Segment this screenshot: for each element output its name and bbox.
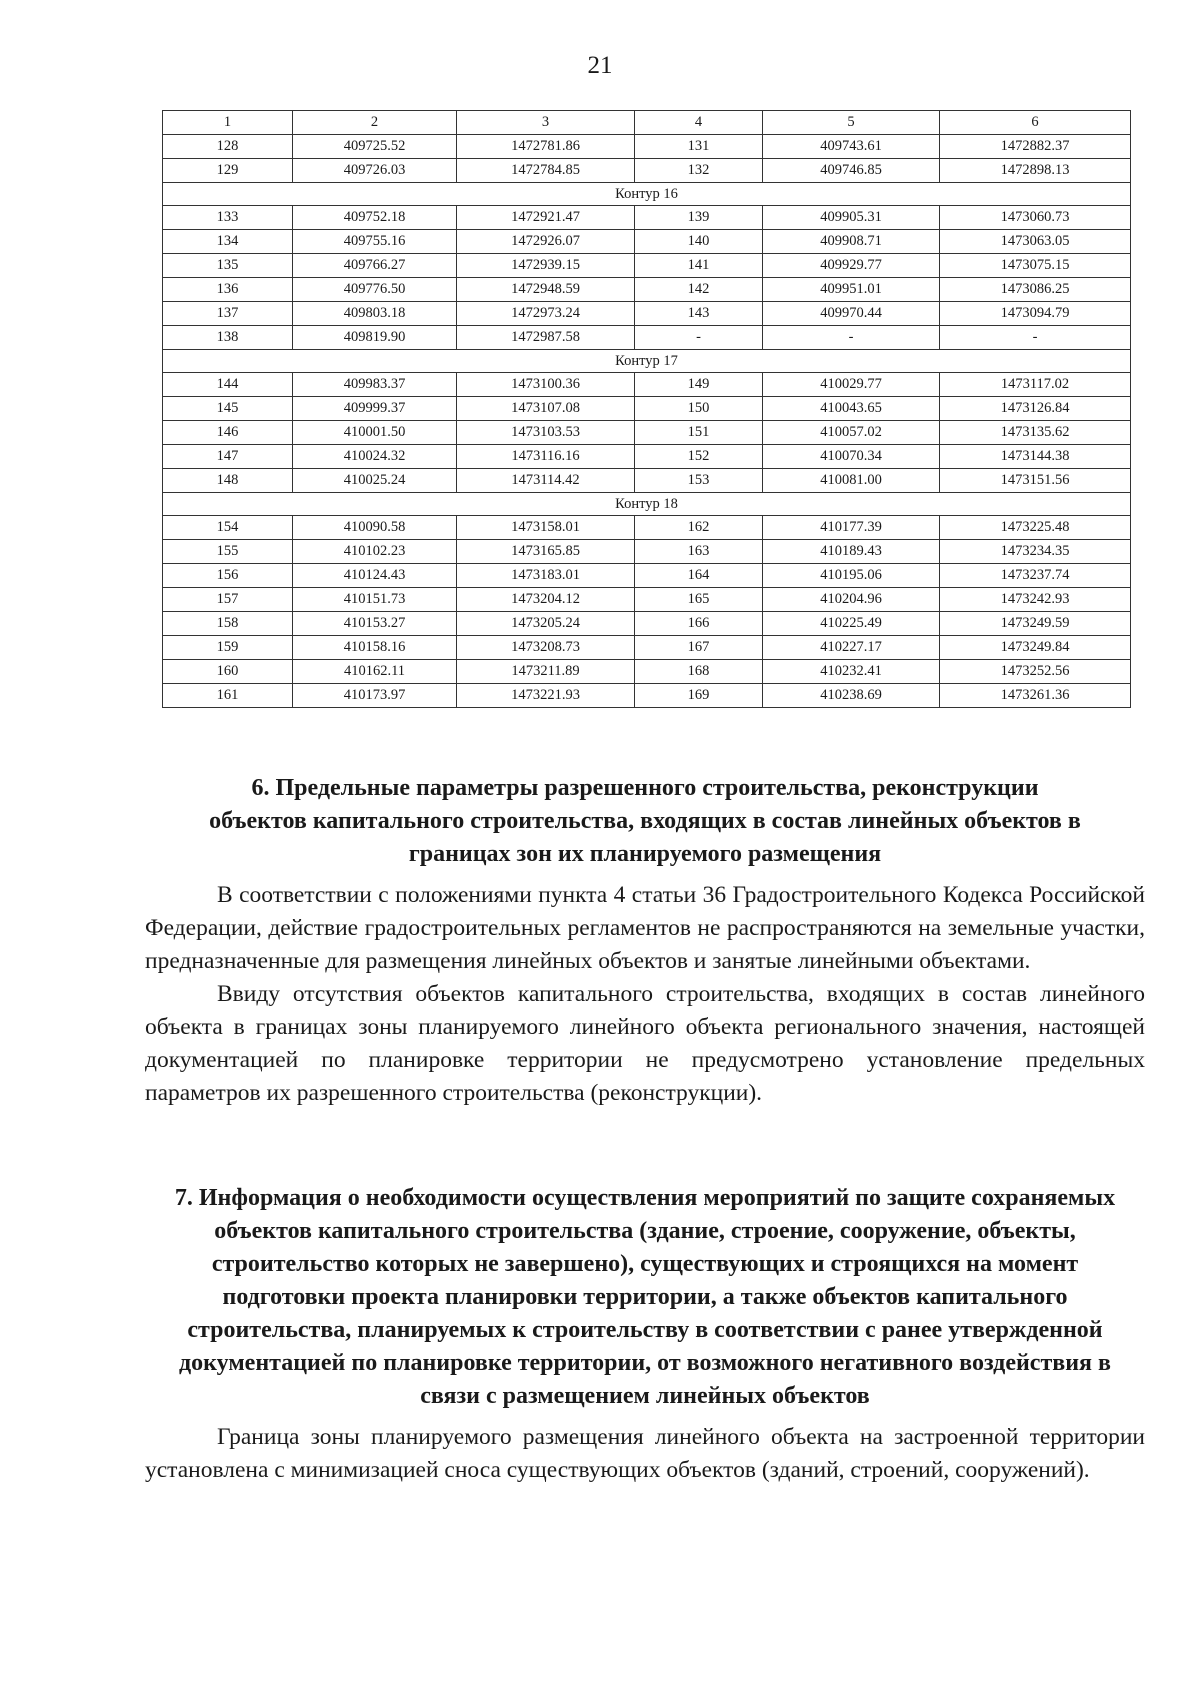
- table-cell: 1473100.36: [457, 373, 635, 397]
- table-row: [163, 397, 1131, 421]
- table-cell: 169: [635, 684, 763, 708]
- table-cell: 135: [163, 254, 293, 278]
- table-cell: 410025.24: [293, 469, 457, 493]
- table-cell: 410195.06: [763, 564, 940, 588]
- table-cell: 409983.37: [293, 373, 457, 397]
- table-cell: 1473249.59: [940, 612, 1131, 636]
- table-cell: 410189.43: [763, 540, 940, 564]
- table-row: [163, 445, 1131, 469]
- contour-label: Контур 18: [163, 493, 1131, 516]
- table-cell: 1473208.73: [457, 636, 635, 660]
- table-cell: 161: [163, 684, 293, 708]
- table-cell: 1472882.37: [940, 135, 1131, 159]
- table-cell: 409999.37: [293, 397, 457, 421]
- table-cell: 1473126.84: [940, 397, 1131, 421]
- table-row: [163, 540, 1131, 564]
- table-row: [163, 254, 1131, 278]
- table-cell: 165: [635, 588, 763, 612]
- table-row: [163, 660, 1131, 684]
- table-cell: 164: [635, 564, 763, 588]
- table-cell: 410081.00: [763, 469, 940, 493]
- table-cell: 410024.32: [293, 445, 457, 469]
- table-cell: 410001.50: [293, 421, 457, 445]
- table-cell: -: [635, 326, 763, 350]
- table-cell: 409970.44: [763, 302, 940, 326]
- table-row: [163, 373, 1131, 397]
- table-cell: 1473204.12: [457, 588, 635, 612]
- table-cell: 410173.97: [293, 684, 457, 708]
- table-row: [163, 302, 1131, 326]
- table-cell: 1473116.16: [457, 445, 635, 469]
- table-cell: 129: [163, 159, 293, 183]
- table-cell: -: [763, 326, 940, 350]
- table-row: [163, 636, 1131, 660]
- table-cell: 1473144.38: [940, 445, 1131, 469]
- table-cell: 150: [635, 397, 763, 421]
- table-cell: 410177.39: [763, 516, 940, 540]
- table-cell: 409905.31: [763, 206, 940, 230]
- table-cell: 142: [635, 278, 763, 302]
- table-cell: 158: [163, 612, 293, 636]
- table-cell: 1473107.08: [457, 397, 635, 421]
- section-7: [145, 1182, 1145, 1487]
- table-cell: 1473261.36: [940, 684, 1131, 708]
- table-cell: 409819.90: [293, 326, 457, 350]
- table-cell: 409752.18: [293, 206, 457, 230]
- section-6-heading: 6. Предельные параметры разрешенного строительства, реконструкции объектов капитального строительства, входящих в состав линейных объектов в границах зон их планируемого размещения: [209, 775, 1081, 867]
- table-cell: 148: [163, 469, 293, 493]
- table-cell: 409755.16: [293, 230, 457, 254]
- contour-row: [163, 350, 1131, 373]
- table-cell: 151: [635, 421, 763, 445]
- table-cell: 1473063.05: [940, 230, 1131, 254]
- table-cell: 409803.18: [293, 302, 457, 326]
- table-cell: 128: [163, 135, 293, 159]
- table-cell: 131: [635, 135, 763, 159]
- table-cell: 1472784.85: [457, 159, 635, 183]
- table-cell: 160: [163, 660, 293, 684]
- table-row: [163, 206, 1131, 230]
- table-cell: 1473103.53: [457, 421, 635, 445]
- table-cell: 409929.77: [763, 254, 940, 278]
- table-cell: 146: [163, 421, 293, 445]
- table-row: [163, 564, 1131, 588]
- contour-row: [163, 493, 1131, 516]
- table-cell: 1472973.24: [457, 302, 635, 326]
- table-cell: 1472939.15: [457, 254, 635, 278]
- table-cell: 137: [163, 302, 293, 326]
- section-6: [145, 772, 1145, 1110]
- table-cell: 1473165.85: [457, 540, 635, 564]
- table-cell: -: [940, 326, 1131, 350]
- table-cell: 410057.02: [763, 421, 940, 445]
- table-cell: 1473158.01: [457, 516, 635, 540]
- table-cell: 159: [163, 636, 293, 660]
- table-cell: 409766.27: [293, 254, 457, 278]
- table-cell: 138: [163, 326, 293, 350]
- table-cell: 145: [163, 397, 293, 421]
- table-cell: 152: [635, 445, 763, 469]
- table-cell: 409743.61: [763, 135, 940, 159]
- table-row: [163, 230, 1131, 254]
- table-row: [163, 588, 1131, 612]
- section-6-paragraph-1: В соответствии с положениями пункта 4 статьи 36 Градостроительного Кодекса Российской Федерации, действие градостроительных регламентов не распространяются на земельные участки, предназначенные для размещения линейных объектов и занятые линейными объектами.: [145, 882, 1145, 974]
- header-cell: 6: [940, 111, 1131, 135]
- table-cell: 410225.49: [763, 612, 940, 636]
- table-cell: 1473249.84: [940, 636, 1131, 660]
- table-cell: 409951.01: [763, 278, 940, 302]
- table-cell: 410238.69: [763, 684, 940, 708]
- table-cell: 139: [635, 206, 763, 230]
- table-cell: 410232.41: [763, 660, 940, 684]
- table-cell: 410158.16: [293, 636, 457, 660]
- table-cell: 1473234.35: [940, 540, 1131, 564]
- header-cell: 3: [457, 111, 635, 135]
- table-cell: 153: [635, 469, 763, 493]
- table-cell: 1473183.01: [457, 564, 635, 588]
- table-cell: 1473211.89: [457, 660, 635, 684]
- section-6-paragraph-2: Ввиду отсутствия объектов капитального строительства, входящих в состав линейного объекта в границах зоны планируемого линейного объекта регионального значения, настоящей документацией по планировке территории не предусмотрено установление предельных параметров их разрешенного строительства (реконструкции).: [145, 981, 1145, 1106]
- table-cell: 143: [635, 302, 763, 326]
- table-cell: 1473075.15: [940, 254, 1131, 278]
- table-cell: 1473060.73: [940, 206, 1131, 230]
- table-cell: 410124.43: [293, 564, 457, 588]
- table-cell: 163: [635, 540, 763, 564]
- table-header-row: [163, 111, 1131, 135]
- table-cell: 410090.58: [293, 516, 457, 540]
- table-cell: 410070.34: [763, 445, 940, 469]
- table-row: [163, 278, 1131, 302]
- table-cell: 410151.73: [293, 588, 457, 612]
- table-cell: 410162.11: [293, 660, 457, 684]
- table-cell: 154: [163, 516, 293, 540]
- table-cell: 1473221.93: [457, 684, 635, 708]
- header-cell: 1: [163, 111, 293, 135]
- table-cell: 410102.23: [293, 540, 457, 564]
- table-row: [163, 684, 1131, 708]
- table-cell: 167: [635, 636, 763, 660]
- table-cell: 409746.85: [763, 159, 940, 183]
- table-cell: 1472781.86: [457, 135, 635, 159]
- contour-row: [163, 183, 1131, 206]
- table-cell: 149: [635, 373, 763, 397]
- table-cell: 147: [163, 445, 293, 469]
- table-cell: 1473086.25: [940, 278, 1131, 302]
- table-cell: 133: [163, 206, 293, 230]
- table-cell: 166: [635, 612, 763, 636]
- table-cell: 144: [163, 373, 293, 397]
- table-cell: 157: [163, 588, 293, 612]
- section-7-heading: 7. Информация о необходимости осуществления мероприятий по защите сохраняемых объектов капитального строительства (здание, строение, сооружение, объекты, строительство которых не завершено), существующих и строящихся на момент подготовки проекта планировки территории, а также объектов капитального строительства, планируемых к строительству в соответствии с ранее утвержденной документацией по планировке территории, от возможного негативного воздействия в связи с размещением линейных объектов: [174, 1185, 1116, 1409]
- table-cell: 1472898.13: [940, 159, 1131, 183]
- header-cell: 2: [293, 111, 457, 135]
- table-cell: 410043.65: [763, 397, 940, 421]
- table-cell: 156: [163, 564, 293, 588]
- table-cell: 132: [635, 159, 763, 183]
- page-number: 21: [587, 52, 613, 79]
- table-row: [163, 326, 1131, 350]
- table-cell: 136: [163, 278, 293, 302]
- table-row: [163, 469, 1131, 493]
- coordinates-table: [162, 110, 1131, 708]
- table-cell: 1472921.47: [457, 206, 635, 230]
- table-cell: 1473205.24: [457, 612, 635, 636]
- table-cell: 410204.96: [763, 588, 940, 612]
- table-row: [163, 516, 1131, 540]
- table-row: [163, 612, 1131, 636]
- table-cell: 409725.52: [293, 135, 457, 159]
- table-row: [163, 421, 1131, 445]
- table-cell: 1473237.74: [940, 564, 1131, 588]
- table-row: [163, 159, 1131, 183]
- section-7-paragraph-1: Граница зоны планируемого размещения линейного объекта на застроенной территории установлена с минимизацией сноса существующих объектов (зданий, строений, сооружений).: [145, 1424, 1145, 1483]
- table-cell: 1472987.58: [457, 326, 635, 350]
- table-cell: 409908.71: [763, 230, 940, 254]
- table-cell: 1472926.07: [457, 230, 635, 254]
- table-cell: 140: [635, 230, 763, 254]
- table-cell: 409726.03: [293, 159, 457, 183]
- contour-label: Контур 16: [163, 183, 1131, 206]
- table-cell: 1473252.56: [940, 660, 1131, 684]
- table-cell: 1473117.02: [940, 373, 1131, 397]
- table-cell: 410029.77: [763, 373, 940, 397]
- table-cell: 1473242.93: [940, 588, 1131, 612]
- table-cell: 1473135.62: [940, 421, 1131, 445]
- table-cell: 410153.27: [293, 612, 457, 636]
- table-cell: 1473114.42: [457, 469, 635, 493]
- table-cell: 1473225.48: [940, 516, 1131, 540]
- table-cell: 141: [635, 254, 763, 278]
- table-cell: 409776.50: [293, 278, 457, 302]
- contour-label: Контур 17: [163, 350, 1131, 373]
- table-cell: 1472948.59: [457, 278, 635, 302]
- table-row: [163, 135, 1131, 159]
- table-body: [163, 135, 1131, 708]
- table-cell: 410227.17: [763, 636, 940, 660]
- table-cell: 1473151.56: [940, 469, 1131, 493]
- table-cell: 155: [163, 540, 293, 564]
- header-cell: 5: [763, 111, 940, 135]
- header-cell: 4: [635, 111, 763, 135]
- table-cell: 134: [163, 230, 293, 254]
- table-cell: 1473094.79: [940, 302, 1131, 326]
- table-cell: 162: [635, 516, 763, 540]
- table-cell: 168: [635, 660, 763, 684]
